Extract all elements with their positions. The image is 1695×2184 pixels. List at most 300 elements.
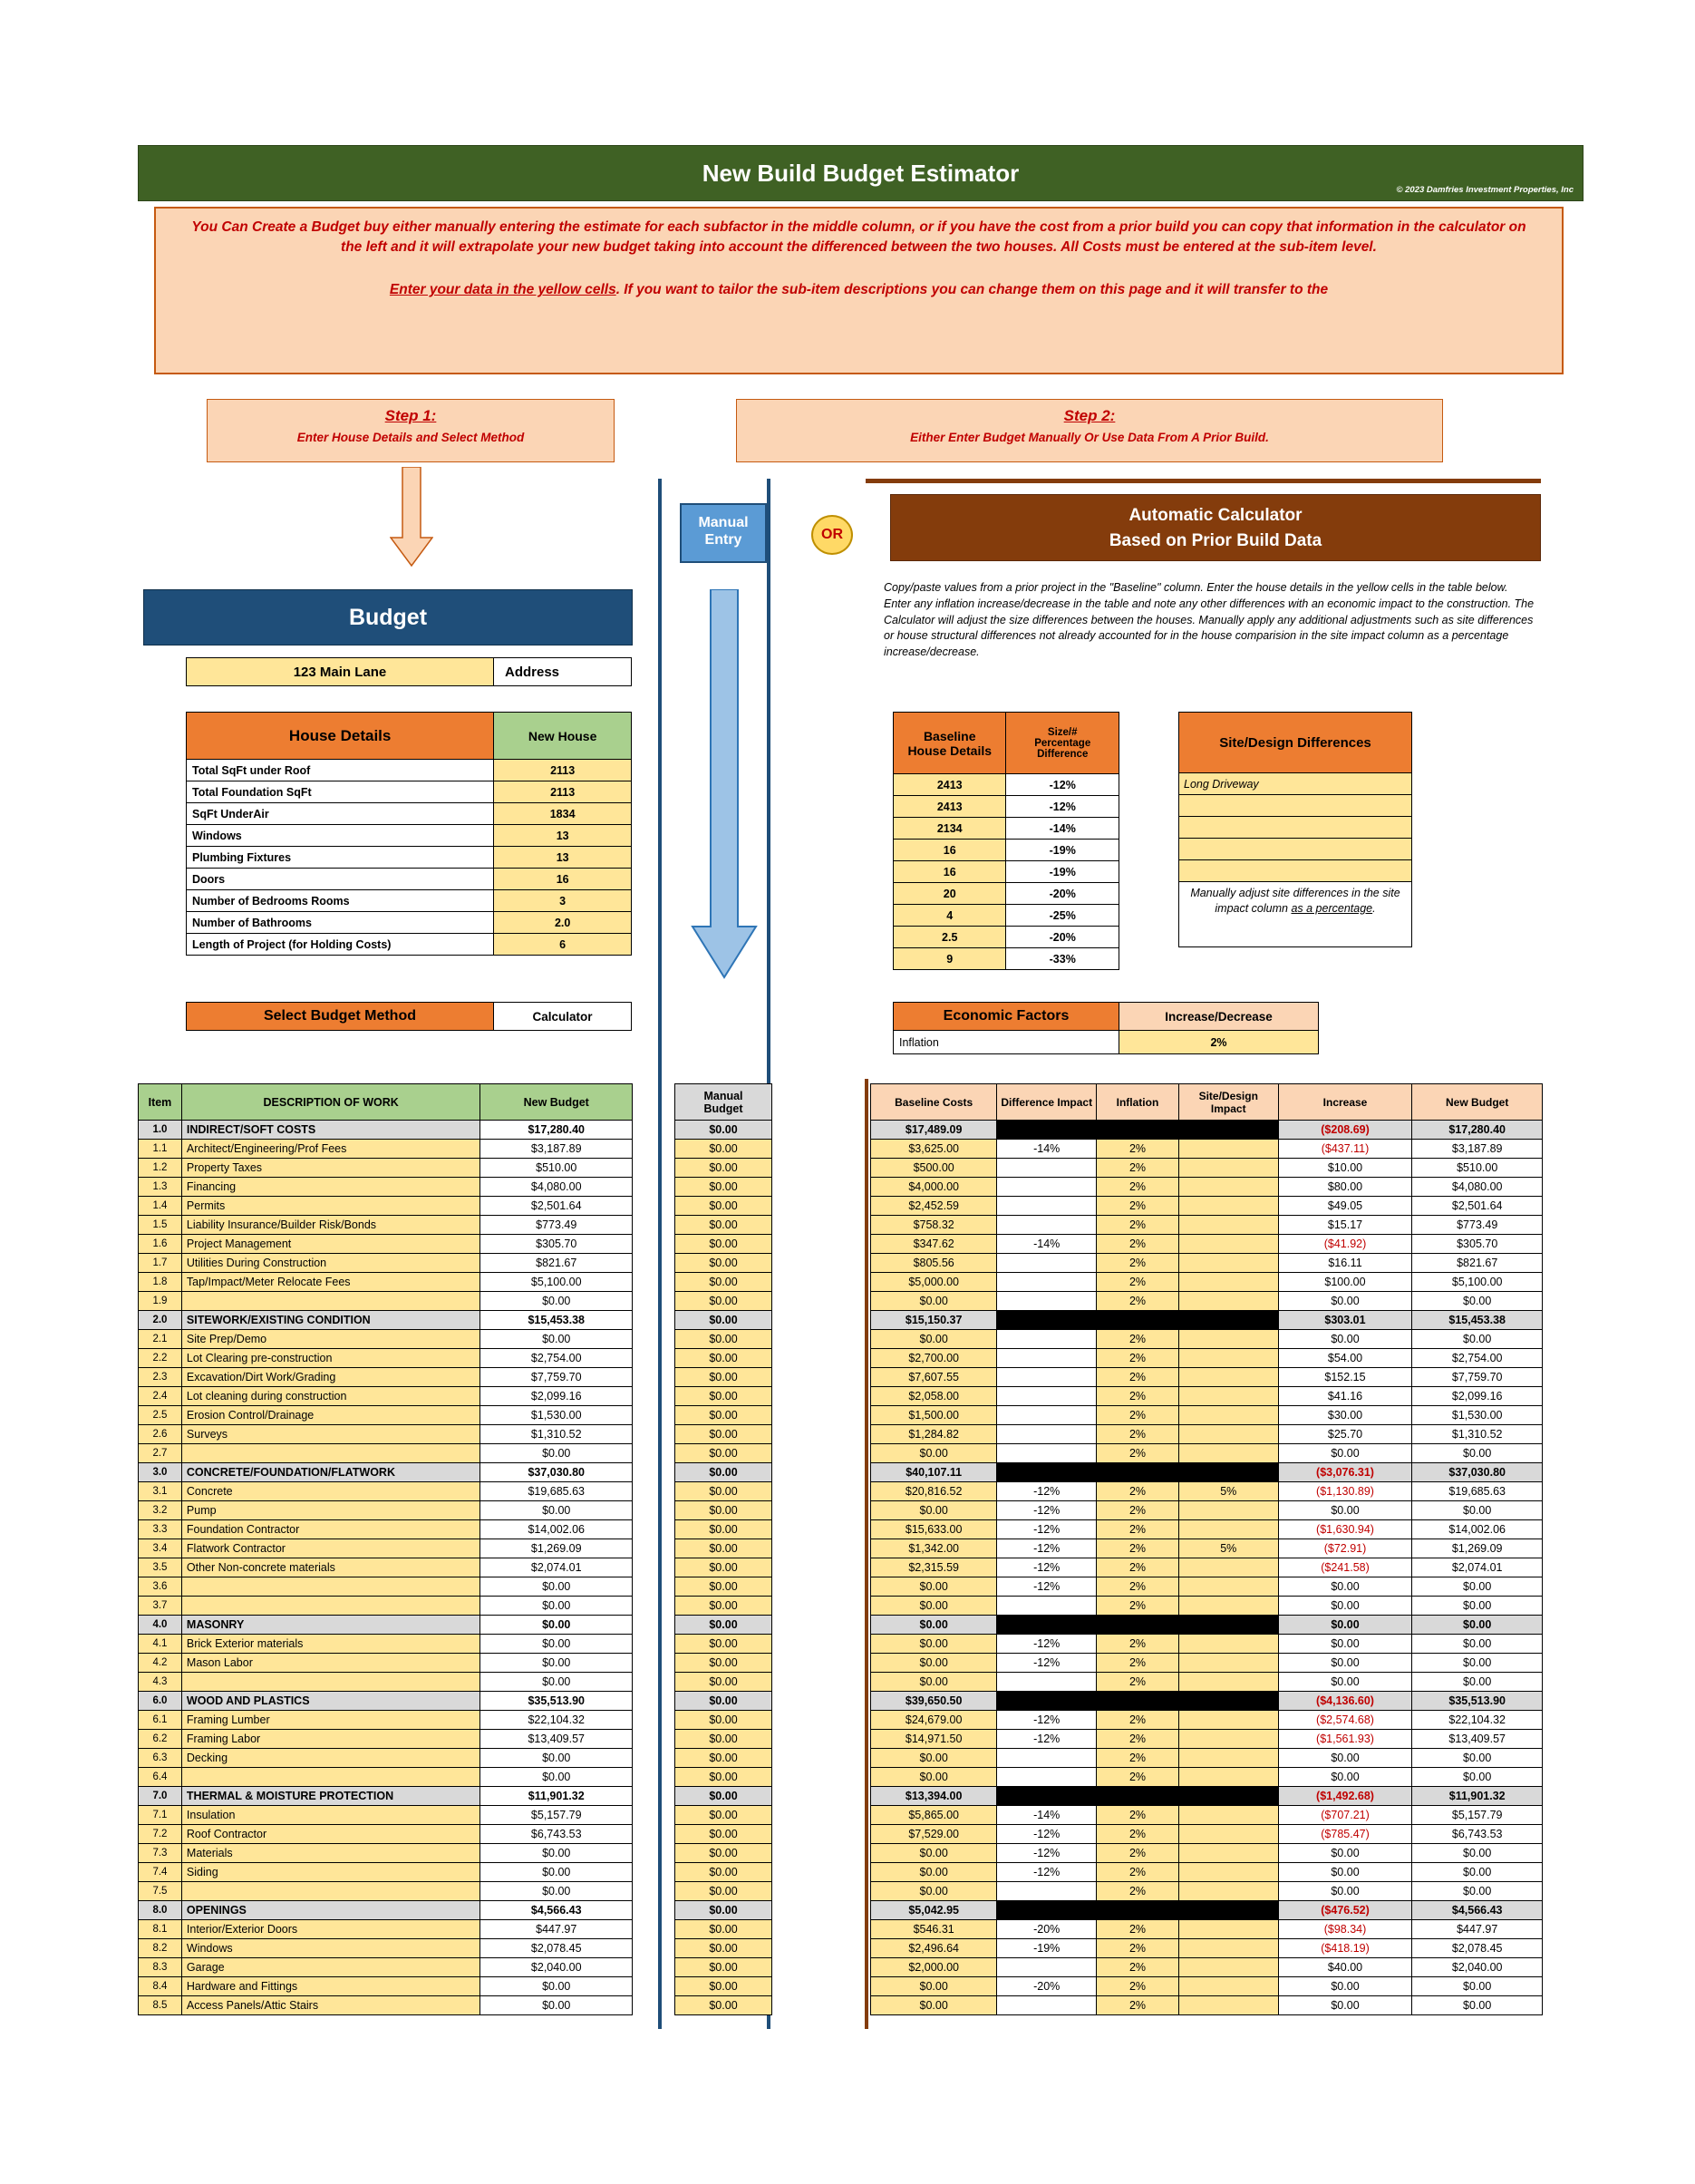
site-design-entry-input[interactable]: [1178, 860, 1412, 882]
cell-manual-budget[interactable]: $0.00: [675, 1501, 772, 1520]
site-design-entry-input[interactable]: [1178, 817, 1412, 839]
cell-description[interactable]: Siding: [181, 1863, 480, 1882]
cell-baseline-cost[interactable]: $0.00: [871, 1501, 997, 1520]
cell-description[interactable]: Roof Contractor: [181, 1825, 480, 1844]
cell-baseline-cost[interactable]: $0.00: [871, 1863, 997, 1882]
cell-inflation[interactable]: 2%: [1097, 1577, 1179, 1597]
cell-site-design-impact[interactable]: [1178, 1292, 1278, 1311]
cell-baseline-cost[interactable]: $2,496.64: [871, 1939, 997, 1958]
cell-baseline-cost[interactable]: $4,000.00: [871, 1178, 997, 1197]
cell-site-design-impact[interactable]: [1178, 1121, 1278, 1140]
cell-description[interactable]: Decking: [181, 1749, 480, 1768]
cell-site-design-impact[interactable]: [1178, 1273, 1278, 1292]
table-row: [139, 1311, 633, 1330]
table-row: [871, 1996, 1543, 2015]
cell-inflation[interactable]: 2%: [1097, 1844, 1179, 1863]
cell-inflation[interactable]: 2%: [1097, 1825, 1179, 1844]
economic-factor-input[interactable]: 2%: [1119, 1031, 1319, 1054]
cell-site-design-impact[interactable]: [1178, 1939, 1278, 1958]
cell-baseline-cost[interactable]: $0.00: [871, 1616, 997, 1635]
cell-baseline-cost[interactable]: $1,500.00: [871, 1406, 997, 1425]
table-row: [139, 1749, 633, 1768]
cell-baseline-cost[interactable]: $0.00: [871, 1330, 997, 1349]
cell-site-design-impact[interactable]: [1178, 1635, 1278, 1654]
cell-site-design-impact[interactable]: [1178, 1654, 1278, 1673]
cell-site-design-impact[interactable]: 5%: [1178, 1482, 1278, 1501]
economic-factors-header: Economic Factors: [893, 1002, 1119, 1031]
cell-site-design-impact[interactable]: [1178, 1882, 1278, 1901]
cell-site-design-impact[interactable]: [1178, 1977, 1278, 1996]
cell-inflation[interactable]: 2%: [1097, 1730, 1179, 1749]
cell-inflation[interactable]: 2%: [1097, 1863, 1179, 1882]
cell-site-design-impact[interactable]: [1178, 1501, 1278, 1520]
cell-manual-budget[interactable]: $0.00: [675, 1577, 772, 1597]
cell-baseline-cost[interactable]: $7,529.00: [871, 1825, 997, 1844]
cell-baseline-cost[interactable]: $758.32: [871, 1216, 997, 1235]
cell-description[interactable]: Foundation Contractor: [181, 1520, 480, 1539]
cell-site-design-impact[interactable]: [1178, 1330, 1278, 1349]
cell-inflation[interactable]: 2%: [1097, 1635, 1179, 1654]
cell-inflation[interactable]: [1097, 1901, 1179, 1920]
cell-description[interactable]: Financing: [181, 1178, 480, 1197]
cell-manual-budget[interactable]: $0.00: [675, 1292, 772, 1311]
cell-manual-budget[interactable]: $0.00: [675, 1901, 772, 1920]
table-row: [675, 1254, 772, 1273]
cell-manual-budget[interactable]: $0.00: [675, 1444, 772, 1463]
cell-description[interactable]: Access Panels/Attic Stairs: [181, 1996, 480, 2015]
cell-description[interactable]: Liability Insurance/Builder Risk/Bonds: [181, 1216, 480, 1235]
cell-new-budget: $2,078.45: [480, 1939, 633, 1958]
cell-site-design-impact[interactable]: [1178, 1558, 1278, 1577]
cell-manual-budget[interactable]: $0.00: [675, 1616, 772, 1635]
cell-inflation[interactable]: 2%: [1097, 1597, 1179, 1616]
cell-baseline-cost[interactable]: $546.31: [871, 1920, 997, 1939]
cell-manual-budget[interactable]: $0.00: [675, 1159, 772, 1178]
table-row: [871, 1977, 1543, 1996]
cell-inflation[interactable]: 2%: [1097, 1368, 1179, 1387]
baseline-value-input[interactable]: 9: [894, 948, 1006, 970]
cell-site-design-impact[interactable]: [1178, 1368, 1278, 1387]
cell-inflation[interactable]: [1097, 1121, 1179, 1140]
cell-increase: $0.00: [1278, 1597, 1412, 1616]
cell-site-design-impact[interactable]: [1178, 1254, 1278, 1273]
manual-entry-button[interactable]: [680, 503, 767, 563]
cell-baseline-cost[interactable]: $0.00: [871, 1292, 997, 1311]
cell-inflation[interactable]: 2%: [1097, 1349, 1179, 1368]
baseline-value-input[interactable]: 20: [894, 883, 1006, 905]
cell-increase: $0.00: [1278, 1863, 1412, 1882]
baseline-value-input[interactable]: 16: [894, 840, 1006, 861]
cell-difference-impact: [997, 1673, 1097, 1692]
cell-inflation[interactable]: 2%: [1097, 1501, 1179, 1520]
cell-site-design-impact[interactable]: [1178, 1159, 1278, 1178]
table-row: [871, 1844, 1543, 1863]
cell-inflation[interactable]: 2%: [1097, 1558, 1179, 1577]
cell-manual-budget[interactable]: $0.00: [675, 1768, 772, 1787]
cell-manual-budget[interactable]: $0.00: [675, 1140, 772, 1159]
cell-baseline-cost[interactable]: $0.00: [871, 1844, 997, 1863]
cell-inflation[interactable]: 2%: [1097, 1216, 1179, 1235]
table-row: [139, 1806, 633, 1825]
cell-description[interactable]: Tap/Impact/Meter Relocate Fees: [181, 1273, 480, 1292]
cell-description[interactable]: INDIRECT/SOFT COSTS: [181, 1121, 480, 1140]
table-row: [871, 1311, 1543, 1330]
cell-site-design-impact[interactable]: [1178, 1787, 1278, 1806]
cell-description[interactable]: WOOD AND PLASTICS: [181, 1692, 480, 1711]
baseline-value-input[interactable]: 2413: [894, 774, 1006, 796]
cell-manual-budget[interactable]: $0.00: [675, 1730, 772, 1749]
cell-item: 2.4: [139, 1387, 182, 1406]
cell-baseline-cost[interactable]: $20,816.52: [871, 1482, 997, 1501]
cell-manual-budget[interactable]: $0.00: [675, 1787, 772, 1806]
cell-inflation[interactable]: 2%: [1097, 1235, 1179, 1254]
cell-inflation[interactable]: 2%: [1097, 1920, 1179, 1939]
cell-manual-budget[interactable]: $0.00: [675, 1597, 772, 1616]
cell-manual-budget[interactable]: $0.00: [675, 1482, 772, 1501]
cell-site-design-impact[interactable]: [1178, 1463, 1278, 1482]
cell-baseline-cost[interactable]: $0.00: [871, 1882, 997, 1901]
cell-description[interactable]: Pump: [181, 1501, 480, 1520]
cell-baseline-cost[interactable]: $5,000.00: [871, 1273, 997, 1292]
cell-baseline-cost[interactable]: $347.62: [871, 1235, 997, 1254]
cell-manual-budget[interactable]: $0.00: [675, 1121, 772, 1140]
cell-description[interactable]: Project Management: [181, 1235, 480, 1254]
cell-site-design-impact[interactable]: [1178, 1406, 1278, 1425]
cell-baseline-cost[interactable]: $0.00: [871, 1749, 997, 1768]
cell-manual-budget[interactable]: $0.00: [675, 1996, 772, 2015]
cell-description[interactable]: Lot Clearing pre-construction: [181, 1349, 480, 1368]
cell-manual-budget[interactable]: $0.00: [675, 1463, 772, 1482]
cell-description[interactable]: Materials: [181, 1844, 480, 1863]
cell-baseline-cost[interactable]: $3,625.00: [871, 1140, 997, 1159]
cell-manual-budget[interactable]: $0.00: [675, 1635, 772, 1654]
cell-inflation[interactable]: 2%: [1097, 1444, 1179, 1463]
site-design-entry-input[interactable]: Long Driveway: [1178, 773, 1412, 795]
cell-site-design-impact[interactable]: [1178, 1996, 1278, 2015]
baseline-pct-value: -20%: [1006, 927, 1119, 948]
cell-baseline-cost[interactable]: $0.00: [871, 1577, 997, 1597]
cell-inflation[interactable]: 2%: [1097, 1806, 1179, 1825]
cell-baseline-cost[interactable]: $1,284.82: [871, 1425, 997, 1444]
cell-manual-budget[interactable]: $0.00: [675, 1368, 772, 1387]
cell-baseline-cost[interactable]: $2,315.59: [871, 1558, 997, 1577]
house-detail-input[interactable]: 3: [494, 890, 632, 912]
cell-description[interactable]: [181, 1882, 480, 1901]
cell-description[interactable]: Property Taxes: [181, 1159, 480, 1178]
cell-inflation[interactable]: [1097, 1787, 1179, 1806]
cell-site-design-impact[interactable]: [1178, 1958, 1278, 1977]
cell-manual-budget[interactable]: $0.00: [675, 1920, 772, 1939]
cell-manual-budget[interactable]: $0.00: [675, 1749, 772, 1768]
cell-baseline-cost[interactable]: $2,452.59: [871, 1197, 997, 1216]
cell-site-design-impact[interactable]: [1178, 1349, 1278, 1368]
table-row: [675, 1730, 772, 1749]
cell-inflation[interactable]: 2%: [1097, 1711, 1179, 1730]
cell-baseline-cost[interactable]: $2,000.00: [871, 1958, 997, 1977]
cell-description[interactable]: MASONRY: [181, 1616, 480, 1635]
cell-item: 1.3: [139, 1178, 182, 1197]
cell-baseline-cost[interactable]: $13,394.00: [871, 1787, 997, 1806]
cell-description[interactable]: SITEWORK/EXISTING CONDITION: [181, 1311, 480, 1330]
cell-item: 6.4: [139, 1768, 182, 1787]
cell-description[interactable]: Brick Exterior materials: [181, 1635, 480, 1654]
cell-manual-budget[interactable]: $0.00: [675, 1692, 772, 1711]
site-design-entry-input[interactable]: [1178, 795, 1412, 817]
cell-site-design-impact[interactable]: [1178, 1863, 1278, 1882]
baseline-value-input[interactable]: 2134: [894, 818, 1006, 840]
cell-new-budget: $305.70: [1412, 1235, 1543, 1254]
cell-baseline-cost[interactable]: $0.00: [871, 1597, 997, 1616]
cell-manual-budget[interactable]: $0.00: [675, 1673, 772, 1692]
cell-manual-budget[interactable]: $0.00: [675, 1235, 772, 1254]
house-detail-input[interactable]: 2.0: [494, 912, 632, 934]
cell-baseline-cost[interactable]: $0.00: [871, 1635, 997, 1654]
cell-baseline-cost[interactable]: $5,042.95: [871, 1901, 997, 1920]
cell-manual-budget[interactable]: $0.00: [675, 1311, 772, 1330]
cell-description[interactable]: THERMAL & MOISTURE PROTECTION: [181, 1787, 480, 1806]
cell-description[interactable]: Garage: [181, 1958, 480, 1977]
cell-site-design-impact[interactable]: [1178, 1387, 1278, 1406]
cell-site-design-impact[interactable]: [1178, 1806, 1278, 1825]
cell-manual-budget[interactable]: $0.00: [675, 1939, 772, 1958]
house-detail-input[interactable]: 13: [494, 847, 632, 869]
cell-description[interactable]: Flatwork Contractor: [181, 1539, 480, 1558]
cell-site-design-impact[interactable]: [1178, 1197, 1278, 1216]
cell-site-design-impact[interactable]: [1178, 1216, 1278, 1235]
cell-baseline-cost[interactable]: $39,650.50: [871, 1692, 997, 1711]
cell-description[interactable]: Interior/Exterior Doors: [181, 1920, 480, 1939]
cell-manual-budget[interactable]: $0.00: [675, 1254, 772, 1273]
cell-description[interactable]: [181, 1597, 480, 1616]
cell-site-design-impact[interactable]: [1178, 1844, 1278, 1863]
house-detail-input[interactable]: 2113: [494, 760, 632, 781]
cell-baseline-cost[interactable]: $5,865.00: [871, 1806, 997, 1825]
cell-manual-budget[interactable]: $0.00: [675, 1863, 772, 1882]
cell-description[interactable]: Permits: [181, 1197, 480, 1216]
cell-inflation[interactable]: 2%: [1097, 1330, 1179, 1349]
cell-description[interactable]: [181, 1577, 480, 1597]
cell-site-design-impact[interactable]: [1178, 1425, 1278, 1444]
cell-site-design-impact[interactable]: [1178, 1825, 1278, 1844]
baseline-house-details-header: [894, 713, 1006, 774]
cell-baseline-cost[interactable]: $14,971.50: [871, 1730, 997, 1749]
cell-description[interactable]: Concrete: [181, 1482, 480, 1501]
cell-description[interactable]: Other Non-concrete materials: [181, 1558, 480, 1577]
cell-description[interactable]: [181, 1292, 480, 1311]
cell-manual-budget[interactable]: $0.00: [675, 1806, 772, 1825]
cell-increase: $100.00: [1278, 1273, 1412, 1292]
cell-site-design-impact[interactable]: [1178, 1311, 1278, 1330]
cell-inflation[interactable]: 2%: [1097, 1254, 1179, 1273]
cell-manual-budget[interactable]: $0.00: [675, 1178, 772, 1197]
cell-increase: $0.00: [1278, 1292, 1412, 1311]
cell-manual-budget[interactable]: $0.00: [675, 1406, 772, 1425]
cell-difference-impact: -14%: [997, 1235, 1097, 1254]
cell-inflation[interactable]: 2%: [1097, 1273, 1179, 1292]
cell-baseline-cost[interactable]: $2,700.00: [871, 1349, 997, 1368]
cell-description[interactable]: Framing Labor: [181, 1730, 480, 1749]
cell-manual-budget[interactable]: $0.00: [675, 1654, 772, 1673]
cell-baseline-cost[interactable]: $15,150.37: [871, 1311, 997, 1330]
cell-description[interactable]: Surveys: [181, 1425, 480, 1444]
table-row: [675, 1692, 772, 1711]
cell-inflation[interactable]: 2%: [1097, 1197, 1179, 1216]
cell-baseline-cost[interactable]: $0.00: [871, 1996, 997, 2015]
cell-inflation[interactable]: 2%: [1097, 1768, 1179, 1787]
cell-inflation[interactable]: 2%: [1097, 1520, 1179, 1539]
cell-inflation[interactable]: 2%: [1097, 1406, 1179, 1425]
cell-description[interactable]: [181, 1768, 480, 1787]
cell-manual-budget[interactable]: $0.00: [675, 1425, 772, 1444]
cell-description[interactable]: Site Prep/Demo: [181, 1330, 480, 1349]
cell-baseline-cost[interactable]: $1,342.00: [871, 1539, 997, 1558]
pct-header-line-2: Percentage: [1034, 737, 1091, 749]
cell-manual-budget[interactable]: $0.00: [675, 1977, 772, 1996]
cell-inflation[interactable]: 2%: [1097, 1387, 1179, 1406]
cell-inflation[interactable]: 2%: [1097, 1977, 1179, 1996]
cell-description[interactable]: [181, 1444, 480, 1463]
site-design-entry-input[interactable]: [1178, 839, 1412, 860]
cell-description[interactable]: Windows: [181, 1939, 480, 1958]
cell-description[interactable]: Lot cleaning during construction: [181, 1387, 480, 1406]
cell-description[interactable]: Framing Lumber: [181, 1711, 480, 1730]
cell-manual-budget[interactable]: $0.00: [675, 1216, 772, 1235]
cell-inflation[interactable]: 2%: [1097, 1996, 1179, 2015]
cell-baseline-cost[interactable]: $17,489.09: [871, 1121, 997, 1140]
cell-description[interactable]: Excavation/Dirt Work/Grading: [181, 1368, 480, 1387]
cell-manual-budget[interactable]: $0.00: [675, 1958, 772, 1977]
cell-site-design-impact[interactable]: [1178, 1692, 1278, 1711]
table-row: [675, 1844, 772, 1863]
baseline-value-input[interactable]: 2413: [894, 796, 1006, 818]
cell-inflation[interactable]: 2%: [1097, 1958, 1179, 1977]
house-detail-input[interactable]: 16: [494, 869, 632, 890]
cell-site-design-impact[interactable]: [1178, 1616, 1278, 1635]
house-detail-input[interactable]: 13: [494, 825, 632, 847]
cell-baseline-cost[interactable]: $0.00: [871, 1977, 997, 1996]
cell-site-design-impact[interactable]: [1178, 1711, 1278, 1730]
cell-baseline-cost[interactable]: $40,107.11: [871, 1463, 997, 1482]
cell-site-design-impact[interactable]: 5%: [1178, 1539, 1278, 1558]
cell-inflation[interactable]: 2%: [1097, 1140, 1179, 1159]
baseline-value-input[interactable]: 4: [894, 905, 1006, 927]
cell-site-design-impact[interactable]: [1178, 1444, 1278, 1463]
cell-increase: $30.00: [1278, 1406, 1412, 1425]
cell-inflation[interactable]: [1097, 1311, 1179, 1330]
cell-baseline-cost[interactable]: $0.00: [871, 1673, 997, 1692]
table-row: [675, 1711, 772, 1730]
cell-site-design-impact[interactable]: [1178, 1140, 1278, 1159]
baseline-value-input[interactable]: 2.5: [894, 927, 1006, 948]
cell-site-design-impact[interactable]: [1178, 1520, 1278, 1539]
cell-baseline-cost[interactable]: $15,633.00: [871, 1520, 997, 1539]
table-row: [871, 1958, 1543, 1977]
cell-description[interactable]: Insulation: [181, 1806, 480, 1825]
cell-manual-budget[interactable]: $0.00: [675, 1558, 772, 1577]
house-detail-input[interactable]: 1834: [494, 803, 632, 825]
baseline-pct-value: -20%: [1006, 883, 1119, 905]
cell-site-design-impact[interactable]: [1178, 1235, 1278, 1254]
cell-baseline-cost[interactable]: $2,058.00: [871, 1387, 997, 1406]
house-detail-input[interactable]: 2113: [494, 781, 632, 803]
cell-new-budget: $0.00: [480, 1635, 633, 1654]
cell-description[interactable]: CONCRETE/FOUNDATION/FLATWORK: [181, 1463, 480, 1482]
cell-increase: $16.11: [1278, 1254, 1412, 1273]
cell-site-design-impact[interactable]: [1178, 1901, 1278, 1920]
cell-baseline-cost[interactable]: $0.00: [871, 1768, 997, 1787]
cell-inflation[interactable]: 2%: [1097, 1939, 1179, 1958]
table-row: [871, 1520, 1543, 1539]
cell-manual-budget[interactable]: $0.00: [675, 1197, 772, 1216]
cell-description[interactable]: Architect/Engineering/Prof Fees: [181, 1140, 480, 1159]
cell-new-budget: $4,566.43: [480, 1901, 633, 1920]
address-input[interactable]: 123 Main Lane: [186, 657, 494, 686]
cell-site-design-impact[interactable]: [1178, 1730, 1278, 1749]
cell-site-design-impact[interactable]: [1178, 1577, 1278, 1597]
cell-inflation[interactable]: 2%: [1097, 1178, 1179, 1197]
cell-manual-budget[interactable]: $0.00: [675, 1711, 772, 1730]
cell-manual-budget[interactable]: $0.00: [675, 1330, 772, 1349]
cell-inflation[interactable]: 2%: [1097, 1292, 1179, 1311]
cell-site-design-impact[interactable]: [1178, 1178, 1278, 1197]
cell-description[interactable]: Erosion Control/Drainage: [181, 1406, 480, 1425]
cell-description[interactable]: OPENINGS: [181, 1901, 480, 1920]
cell-inflation[interactable]: 2%: [1097, 1882, 1179, 1901]
cell-baseline-cost[interactable]: $500.00: [871, 1159, 997, 1178]
cell-manual-budget[interactable]: $0.00: [675, 1539, 772, 1558]
cell-description[interactable]: [181, 1673, 480, 1692]
cell-baseline-cost[interactable]: $0.00: [871, 1654, 997, 1673]
cell-manual-budget[interactable]: $0.00: [675, 1825, 772, 1844]
cell-description[interactable]: Hardware and Fittings: [181, 1977, 480, 1996]
cell-site-design-impact[interactable]: [1178, 1673, 1278, 1692]
cell-baseline-cost[interactable]: $7,607.55: [871, 1368, 997, 1387]
cell-inflation[interactable]: 2%: [1097, 1749, 1179, 1768]
cell-manual-budget[interactable]: $0.00: [675, 1349, 772, 1368]
cell-description[interactable]: Utilities During Construction: [181, 1254, 480, 1273]
cell-inflation[interactable]: 2%: [1097, 1482, 1179, 1501]
baseline-value-input[interactable]: 16: [894, 861, 1006, 883]
select-budget-method-value[interactable]: Calculator: [494, 1002, 632, 1031]
cell-inflation[interactable]: 2%: [1097, 1425, 1179, 1444]
cell-inflation[interactable]: [1097, 1463, 1179, 1482]
cell-inflation[interactable]: 2%: [1097, 1159, 1179, 1178]
cell-inflation[interactable]: 2%: [1097, 1654, 1179, 1673]
cell-manual-budget[interactable]: $0.00: [675, 1387, 772, 1406]
table-row: [675, 1444, 772, 1463]
cell-baseline-cost[interactable]: $0.00: [871, 1444, 997, 1463]
cell-baseline-cost[interactable]: $805.56: [871, 1254, 997, 1273]
cell-manual-budget[interactable]: $0.00: [675, 1520, 772, 1539]
cell-manual-budget[interactable]: $0.00: [675, 1882, 772, 1901]
cell-baseline-cost[interactable]: $24,679.00: [871, 1711, 997, 1730]
cell-new-budget: $0.00: [480, 1444, 633, 1463]
cell-description[interactable]: Mason Labor: [181, 1654, 480, 1673]
cell-inflation[interactable]: [1097, 1692, 1179, 1711]
house-detail-input[interactable]: 6: [494, 934, 632, 956]
cell-site-design-impact[interactable]: [1178, 1749, 1278, 1768]
cell-inflation[interactable]: 2%: [1097, 1673, 1179, 1692]
cell-inflation[interactable]: [1097, 1616, 1179, 1635]
cell-new-budget: $0.00: [480, 1844, 633, 1863]
cell-manual-budget[interactable]: $0.00: [675, 1844, 772, 1863]
cell-manual-budget[interactable]: $0.00: [675, 1273, 772, 1292]
cell-item: 2.3: [139, 1368, 182, 1387]
cell-inflation[interactable]: 2%: [1097, 1539, 1179, 1558]
cell-site-design-impact[interactable]: [1178, 1768, 1278, 1787]
cell-site-design-impact[interactable]: [1178, 1920, 1278, 1939]
cell-site-design-impact[interactable]: [1178, 1597, 1278, 1616]
